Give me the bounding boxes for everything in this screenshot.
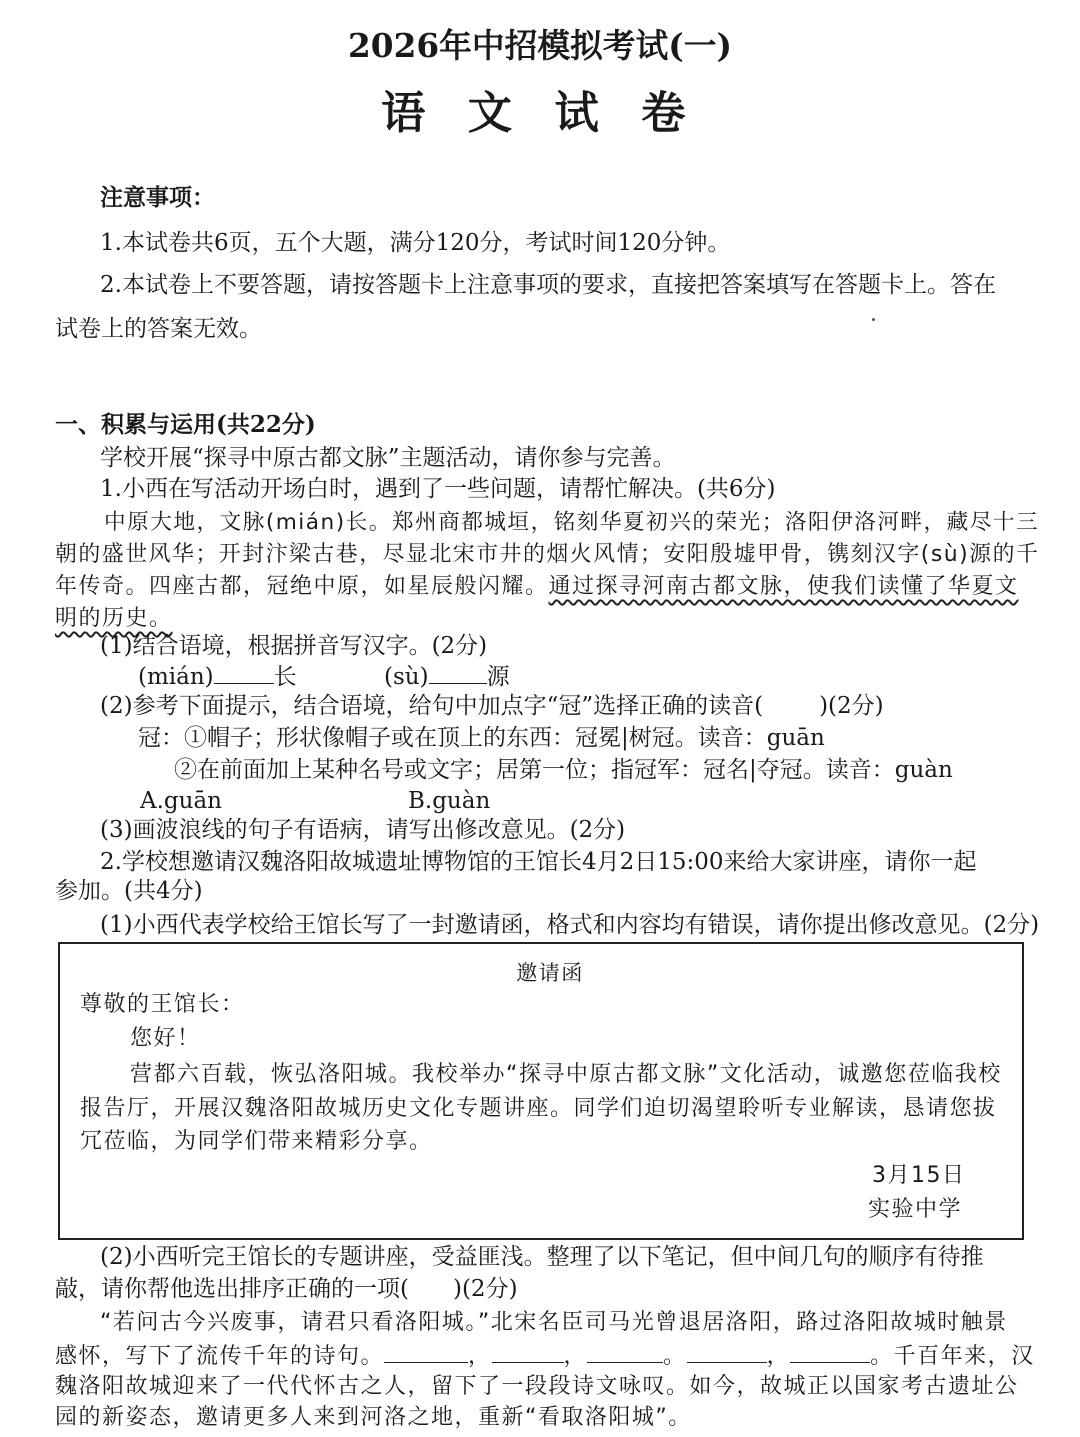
pinyin-fill-a bbox=[138, 661, 297, 692]
notice-item-2-line-2: 试卷上的答案无效。 bbox=[55, 316, 262, 342]
option-b: B.guàn bbox=[408, 788, 491, 814]
q2-part1-stem: (1)小西代表学校给王馆长写了一封邀请函，格式和内容均有错误，请你提出修改意见。(2分) bbox=[100, 912, 1040, 938]
q1-part2-stem bbox=[100, 691, 884, 721]
notice-heading: 注意事项： bbox=[100, 184, 215, 211]
notes-line-2-text: 感怀，写下了流传千年的诗句。 bbox=[55, 1344, 385, 1369]
q2-part2-stem-text: 敲，请你帮他选出排序正确的一项( bbox=[55, 1276, 409, 1302]
wavy-underlined-sentence-part-1: 通过探寻河南古都文脉，使我们读懂了华夏文 bbox=[548, 574, 1019, 599]
letter-signature: 实验中学 bbox=[868, 1197, 963, 1222]
passage-line-3-plain: 年传奇。四座古都，冠绝中原，如星辰般闪耀。 bbox=[55, 574, 549, 599]
notes-sep-2: ， bbox=[563, 1344, 588, 1369]
notes-line-3: 魏洛阳故城迎来了一代代怀古之人，留下了一段段诗文咏叹。如今，故城正以国家考古遗址公 bbox=[55, 1374, 1019, 1399]
q2-part2-stem-line-2 bbox=[55, 1274, 518, 1304]
notes-blank-4 bbox=[687, 1340, 767, 1363]
scan-speck bbox=[872, 318, 875, 321]
notes-line-4: 园的新姿态，邀请更多人来到河洛之地，重新“看取洛阳城”。 bbox=[55, 1405, 692, 1430]
section-heading: 一、积累与运用(共22分) bbox=[55, 411, 316, 438]
option-a: A.guān bbox=[140, 788, 222, 814]
notes-blank-2 bbox=[492, 1340, 564, 1363]
q2-part2-score: )(2分) bbox=[452, 1276, 518, 1302]
answer-blank-a bbox=[214, 661, 274, 684]
q1-part1-stem: (1)结合语境，根据拼音写汉字。(2分) bbox=[100, 633, 488, 659]
notes-line-2 bbox=[55, 1340, 1035, 1372]
passage-line-4 bbox=[55, 604, 173, 634]
pinyin-b-label: (sù) bbox=[384, 664, 429, 690]
q1-part2-score: )(2分) bbox=[819, 693, 884, 719]
notice-item-1: 1.本试卷共6页，五个大题，满分120分，考试时间120分钟。 bbox=[100, 230, 731, 256]
q2-part2-stem-line-1: (2)小西听完王馆长的专题讲座，受益匪浅。整理了以下笔记，但中间几句的顺序有待推 bbox=[100, 1244, 984, 1270]
letter-body-line-1: 营都六百载，恢弘洛阳城。我校举办“探寻中原古都文脉”文化活动，诚邀您莅临我校 bbox=[130, 1062, 1002, 1087]
exam-subject-title: 语 文 试 卷 bbox=[381, 87, 699, 139]
answer-blank-b bbox=[429, 661, 487, 684]
question-1-stem: 1.小西在写活动开场白时，遇到了一些问题，请帮忙解决。(共6分) bbox=[100, 476, 776, 502]
notes-sep-1: ， bbox=[468, 1344, 492, 1369]
notice-item-2-line-1: 2.本试卷上不要答题，请按答题卡上注意事项的要求，直接把答案填写在答题卡上。答在 bbox=[100, 272, 996, 298]
q1-part3-stem: (3)画波浪线的句子有语病，请写出修改意见。(2分) bbox=[100, 817, 626, 843]
notes-sep-4: ， bbox=[766, 1344, 791, 1369]
notes-blank-5 bbox=[790, 1340, 870, 1363]
notes-line-1: “若问古今兴废事，请君只看洛阳城。”北宋名臣司马光曾退居洛阳，路过洛阳故城时触景 bbox=[100, 1310, 1008, 1335]
question-2-stem-line-1: 2.学校想邀请汉魏洛阳故城遗址博物馆的王馆长4月2日15:00来给大家讲座，请你一起 bbox=[100, 849, 977, 875]
exam-title: 2026年中招模拟考试(一) bbox=[348, 26, 732, 65]
passage-line-2: 朝的盛世风华；开封汴梁古巷，尽显北宋市井的烟火风情；安阳殷墟甲骨，镌刻汉字(sù)源的千 bbox=[55, 542, 1040, 567]
passage-line-3 bbox=[55, 572, 1019, 602]
wavy-underlined-sentence-part-2: 明的历史。 bbox=[55, 606, 173, 631]
letter-salutation: 尊敬的王馆长： bbox=[80, 992, 245, 1017]
notes-blank-3 bbox=[587, 1340, 663, 1363]
section-intro: 学校开展“探寻中原古都文脉”主题活动，请你参与完善。 bbox=[100, 445, 676, 471]
letter-date: 3月15日 bbox=[872, 1163, 966, 1188]
pinyin-b-char: 源 bbox=[486, 664, 510, 690]
pinyin-a-char: 长 bbox=[273, 664, 297, 690]
notes-line-2-tail: 。千百年来，汉 bbox=[870, 1344, 1035, 1369]
letter-body-line-2: 报告厅，开展汉魏洛阳故城历史文化专题讲座。同学们迫切渴望聆听专业解读，恳请您拔 bbox=[80, 1096, 997, 1121]
letter-title: 邀请函 bbox=[516, 960, 584, 985]
letter-body-line-3: 冗莅临，为同学们带来精彩分享。 bbox=[80, 1129, 433, 1154]
passage-line-1: 中原大地，文脉(mián)长。郑州商都城垣，铭刻华夏初兴的荣光；洛阳伊洛河畔，藏尽十三 bbox=[104, 510, 1040, 535]
q1-part2-stem-text: (2)参考下面提示，结合语境，给句中加点字“冠”选择正确的读音( bbox=[100, 693, 764, 719]
pronunciation-hint-1: 冠：①帽子；形状像帽子或在顶上的东西：冠冕|树冠。读音：guān bbox=[138, 725, 825, 751]
question-2-stem-line-2: 参加。(共4分) bbox=[55, 878, 203, 904]
notes-blank-1 bbox=[384, 1340, 468, 1363]
pinyin-fill-b bbox=[384, 661, 510, 692]
letter-greeting: 您好！ bbox=[130, 1026, 201, 1051]
pronunciation-hint-2: ②在前面加上某种名号或文字；居第一位；指冠军：冠名|夺冠。读音：guàn bbox=[174, 757, 953, 783]
notes-sep-3: 。 bbox=[663, 1344, 687, 1369]
pinyin-a-label: (mián) bbox=[138, 664, 214, 690]
